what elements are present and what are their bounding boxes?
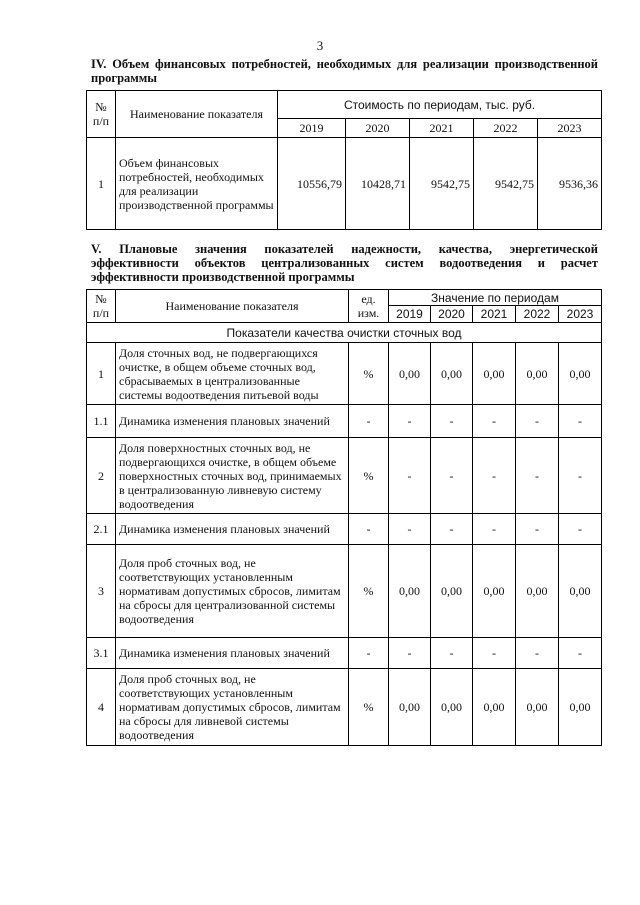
row-name: Доля проб сточных вод, не соответствующих установленным нормативам допустимых сбросов, лимитам на сбросы для централизованной системы водоотведения (116, 545, 349, 638)
row-value: 0,00 (516, 669, 559, 746)
row-number: 1.1 (87, 405, 116, 438)
row-name: Динамика изменения плановых значений (116, 514, 349, 545)
financial-needs-table (86, 90, 602, 230)
row-value: - (559, 405, 602, 438)
table-subheader: Показатели качества очистки сточных вод (87, 323, 602, 343)
table-row (87, 545, 602, 638)
row-name: Доля проб сточных вод, не соответствующих установленным нормативам допустимых сбросов, лимитам на сбросы для ливневой системы водоотведения (116, 669, 349, 746)
row-value: 0,00 (516, 545, 559, 638)
col-cost-header: Стоимость по периодам, тыс. руб. (278, 91, 602, 119)
row-value: - (516, 405, 559, 438)
col-no-header: № п/п (87, 91, 116, 138)
row-value: - (473, 638, 516, 669)
indicators-table (86, 289, 602, 746)
row-name: Динамика изменения плановых значений (116, 638, 349, 669)
row-unit: - (349, 638, 389, 669)
year-header: 2021 (473, 306, 516, 323)
row-value: - (473, 405, 516, 438)
year-header: 2021 (410, 119, 474, 138)
row-unit: - (349, 405, 389, 438)
row-value: - (431, 438, 473, 514)
year-header: 2022 (516, 306, 559, 323)
row-value: - (389, 405, 431, 438)
row-number: 2.1 (87, 514, 116, 545)
row-value: - (431, 405, 473, 438)
row-value: 0,00 (389, 343, 431, 405)
row-number: 2 (87, 438, 116, 514)
row-value: - (516, 638, 559, 669)
row-value: - (473, 514, 516, 545)
year-header: 2020 (431, 306, 473, 323)
row-unit: - (349, 514, 389, 545)
col-name-header: Наименование показателя (116, 290, 349, 323)
table-row (87, 343, 602, 405)
row-value: 0,00 (431, 669, 473, 746)
row-value: - (389, 514, 431, 545)
row-value: - (559, 514, 602, 545)
row-name: Доля сточных вод, не подвергающихся очистке, в общем объеме сточных вод, сбрасываемых в централизованные системы водоотведения питьевой воды (116, 343, 349, 405)
row-value: - (559, 438, 602, 514)
row-value: 0,00 (473, 669, 516, 746)
table-row (87, 669, 602, 746)
row-value: 10556,79 (278, 138, 346, 230)
year-header: 2019 (278, 119, 346, 138)
section-5-heading: V. Плановые значения показателей надежности, качества, энергетической эффективности объектов централизованных систем водоотведения и расчет эффективности производственной программы (91, 242, 598, 284)
row-value: 0,00 (389, 545, 431, 638)
row-value: 9542,75 (474, 138, 538, 230)
row-value: 0,00 (516, 343, 559, 405)
row-unit: % (349, 545, 389, 638)
row-number: 1 (87, 343, 116, 405)
table-row (87, 138, 602, 230)
row-value: 0,00 (431, 545, 473, 638)
row-number: 3.1 (87, 638, 116, 669)
row-unit: % (349, 669, 389, 746)
row-value: 0,00 (431, 343, 473, 405)
row-value: 9536,36 (538, 138, 602, 230)
year-header: 2022 (474, 119, 538, 138)
section-4-heading: IV. Объем финансовых потребностей, необходимых для реализации производственной программы (91, 57, 598, 85)
row-value: - (431, 638, 473, 669)
table-row (87, 638, 602, 669)
year-header: 2019 (389, 306, 431, 323)
row-value: - (389, 638, 431, 669)
row-value: - (516, 514, 559, 545)
row-name: Доля поверхностных сточных вод, не подвергающихся очистке, в общем объеме поверхностных сточных вод, принимаемых в централизованную ливневую систему водоотведения (116, 438, 349, 514)
row-value: 9542,75 (410, 138, 474, 230)
year-header: 2020 (346, 119, 410, 138)
page-number: 3 (316, 38, 324, 53)
col-name-header: Наименование показателя (116, 91, 278, 138)
col-unit-header: ед. изм. (349, 290, 389, 323)
table-row (87, 405, 602, 438)
row-value: 0,00 (559, 545, 602, 638)
row-value: - (516, 438, 559, 514)
row-value: 0,00 (389, 669, 431, 746)
col-no-header: № п/п (87, 290, 116, 323)
row-value: - (431, 514, 473, 545)
row-value: 0,00 (559, 669, 602, 746)
year-header: 2023 (538, 119, 602, 138)
row-number: 3 (87, 545, 116, 638)
year-header: 2023 (559, 306, 602, 323)
table-row (87, 514, 602, 545)
row-number: 1 (87, 138, 116, 230)
row-name: Объем финансовых потребностей, необходимых для реализации производственной программы (116, 138, 278, 230)
row-value: - (389, 438, 431, 514)
row-value: 10428,71 (346, 138, 410, 230)
row-value: 0,00 (559, 343, 602, 405)
table-row (87, 438, 602, 514)
row-name: Динамика изменения плановых значений (116, 405, 349, 438)
row-unit: % (349, 343, 389, 405)
row-value: - (559, 638, 602, 669)
row-value: - (473, 438, 516, 514)
row-number: 4 (87, 669, 116, 746)
row-value: 0,00 (473, 545, 516, 638)
col-values-header: Значение по периодам (389, 290, 602, 306)
row-unit: % (349, 438, 389, 514)
row-value: 0,00 (473, 343, 516, 405)
